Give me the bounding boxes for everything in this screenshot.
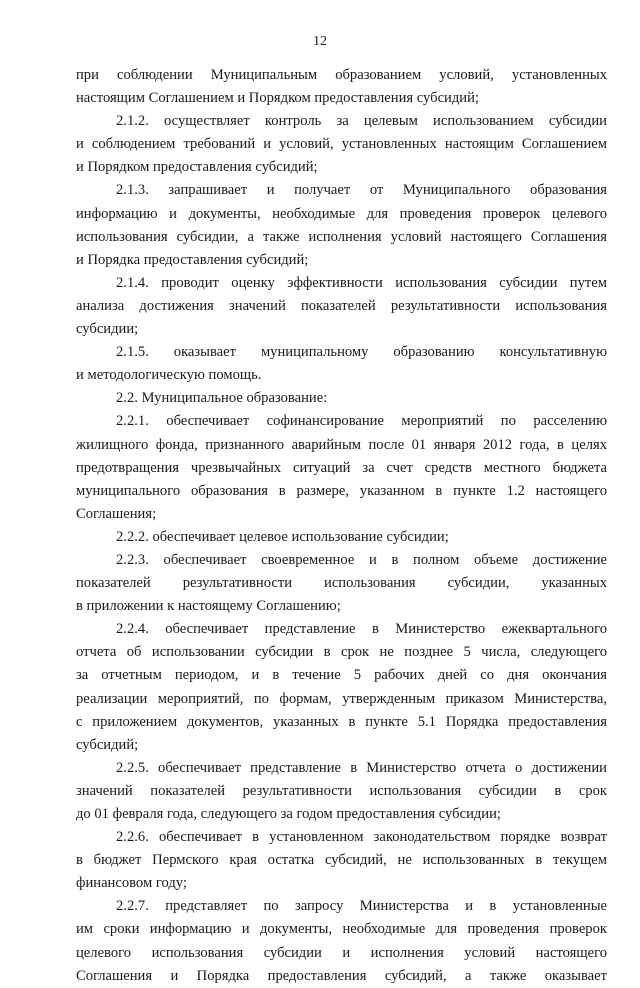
text-line: использования субсидии, а также исполнения условий настоящего Соглашения: [76, 228, 607, 245]
text-line: в приложении к настоящему Соглашению;: [76, 598, 341, 615]
page-number: 12: [313, 34, 327, 49]
text-line: до 01 февраля года, следующего за годом предоставления субсидии;: [76, 806, 501, 822]
text-line: целевого использования субсидии и исполнения условий настоящего: [76, 944, 607, 961]
text-line: субсидии;: [76, 321, 139, 338]
text-line: и Порядка предоставления субсидий;: [76, 251, 309, 268]
paragraph: [76, 526, 607, 549]
text-line: 2.1.2. осуществляет контроль за целевым использованием субсидии: [116, 113, 607, 130]
text-line: 2.2.2. обеспечивает целевое использование субсидии;: [116, 528, 449, 545]
paragraph: [76, 341, 607, 387]
text-line: Соглашения и Порядка предоставления субсидий, а также оказывает: [76, 967, 607, 984]
text-line: 2.1.3. запрашивает и получает от Муниципального образования: [116, 182, 607, 199]
paragraph: [76, 410, 607, 525]
text-line: и Порядком предоставления субсидий;: [76, 159, 318, 176]
text-line: 2.2.5. обеспечивает представление в Министерство отчета о достижении: [116, 759, 607, 776]
paragraph: [76, 272, 607, 341]
text-line: 2.2.6. обеспечивает в установленном законодательством порядке возврат: [116, 829, 607, 846]
paragraph: [76, 549, 607, 618]
text-line: с приложением документов, указанных в пункте 5.1 Порядка предоставления: [76, 713, 607, 730]
text-line: муниципального образования в размере, указанном в пункте 1.2 настоящего: [76, 482, 607, 499]
paragraph: [76, 618, 607, 757]
text-line: 2.1.5. оказывает муниципальному образованию консультативную: [116, 344, 607, 361]
paragraph: [76, 179, 607, 271]
text-line: реализации мероприятий, по формам, утвержденным приказом Министерства,: [76, 690, 607, 707]
paragraph: [76, 826, 607, 895]
text-line: в бюджет Пермского края остатка субсидий, не использованных в текущем: [76, 852, 607, 869]
text-line: информацию и документы, необходимые для проведения проверок целевого: [76, 205, 607, 222]
paragraph: [76, 110, 607, 179]
document-body: [76, 64, 607, 988]
paragraph: [76, 64, 607, 110]
text-line: жилищного фонда, признанного аварийным после 01 января 2012 года, в целях: [76, 436, 607, 453]
paragraph: [76, 757, 607, 826]
text-line: 2.2.4. обеспечивает представление в Министерство ежеквартального: [116, 621, 607, 638]
text-line: 2.2.1. обеспечивает софинансирование мероприятий по расселению: [116, 413, 607, 430]
text-line: при соблюдении Муниципальным образованием условий, установленных: [76, 67, 607, 83]
text-line: 2.2. Муниципальное образование:: [116, 390, 328, 407]
text-line: 2.1.4. проводит оценку эффективности использования субсидии путем: [116, 274, 607, 291]
text-line: Соглашения;: [76, 505, 157, 522]
text-line: и методологическую помощь.: [76, 367, 262, 384]
text-line: финансовом году;: [76, 875, 187, 892]
text-line: и соблюдением требований и условий, установленных настоящим Соглашением: [76, 136, 607, 153]
text-line: за отчетным периодом, и в течение 5 рабочих дней со дня окончания: [76, 667, 607, 684]
text-line: субсидий;: [76, 736, 139, 753]
text-line: показателей результативности использования субсидии, указанных: [76, 575, 607, 592]
text-line: анализа достижения значений показателей результативности использования: [76, 297, 607, 314]
text-line: им сроки информацию и документы, необходимые для проведения проверок: [76, 921, 607, 938]
text-line: предотвращения чрезвычайных ситуаций за счет средств местного бюджета: [76, 459, 607, 476]
text-line: значений показателей результативности использования субсидии в срок: [76, 782, 607, 799]
text-line: настоящим Соглашением и Порядком предоставления субсидий;: [76, 90, 479, 107]
text-line: отчета об использовании субсидии в срок не позднее 5 числа, следующего: [76, 644, 607, 661]
text-line: 2.2.7. представляет по запросу Министерства и в установленные: [116, 898, 607, 915]
text-line: 2.2.3. обеспечивает своевременное и в полном объеме достижение: [116, 551, 607, 568]
paragraph: [76, 895, 607, 987]
paragraph: [76, 387, 607, 410]
